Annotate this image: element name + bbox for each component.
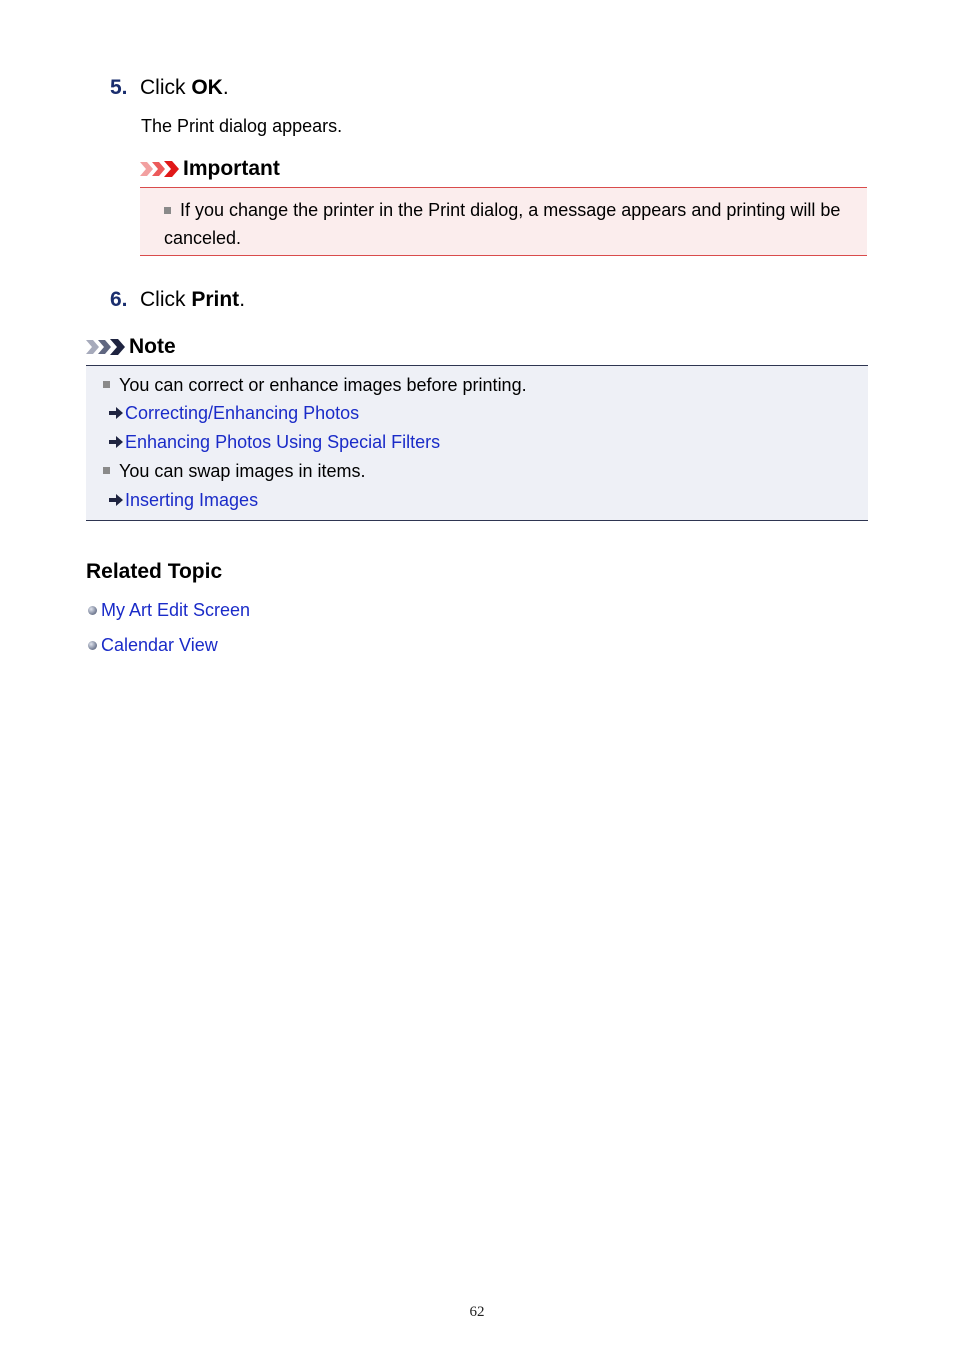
- calendar-view-link[interactable]: Calendar View: [101, 635, 218, 655]
- important-box: [140, 187, 867, 256]
- important-item-text: If you change the printer in the Print dialog, a message appears and printing will be canceled.: [164, 200, 841, 248]
- related-item[interactable]: [88, 633, 218, 657]
- correcting-enhancing-photos-link[interactable]: Correcting/Enhancing Photos: [125, 403, 360, 423]
- step-text-suffix: .: [239, 288, 246, 311]
- bullet-square-icon: [103, 467, 110, 474]
- inserting-images-link[interactable]: Inserting Images: [125, 490, 259, 510]
- note-header: [86, 334, 176, 360]
- ok-label: OK: [191, 76, 223, 99]
- bullet-dot-icon: [88, 641, 97, 650]
- step-number: 6.: [110, 288, 128, 311]
- step-6: [110, 287, 245, 313]
- note-link-special-filters[interactable]: [109, 430, 440, 454]
- bullet-square-icon: [164, 207, 171, 214]
- related-item[interactable]: [88, 598, 250, 622]
- arrow-right-icon: [109, 407, 123, 419]
- my-art-edit-screen-link[interactable]: My Art Edit Screen: [101, 600, 251, 620]
- step-number: 5.: [110, 76, 128, 99]
- important-item: [164, 196, 864, 252]
- arrow-right-icon: [109, 494, 123, 506]
- note-link-correcting[interactable]: [109, 401, 359, 425]
- bullet-dot-icon: [88, 606, 97, 615]
- step-text-prefix: Click: [140, 288, 192, 311]
- note-item: [103, 459, 365, 483]
- step-5-result: The Print dialog appears.: [141, 116, 343, 136]
- special-filters-link[interactable]: Enhancing Photos Using Special Filters: [125, 432, 441, 452]
- note-icon: [86, 338, 125, 356]
- print-label: Print: [191, 288, 240, 311]
- important-title: Important: [183, 157, 280, 180]
- note-item-text: You can swap images in items.: [119, 461, 366, 481]
- step-text-prefix: Click: [140, 76, 192, 99]
- note-link-inserting[interactable]: [109, 488, 258, 512]
- note-item-text: You can correct or enhance images before printing.: [119, 375, 527, 395]
- note-item: [103, 373, 527, 397]
- note-box: [86, 365, 868, 521]
- note-title: Note: [129, 335, 176, 358]
- bullet-square-icon: [103, 381, 110, 388]
- arrow-right-icon: [109, 436, 123, 448]
- page-number: 62: [469, 1304, 485, 1320]
- important-icon: [140, 160, 179, 178]
- related-topic-heading: Related Topic: [86, 560, 223, 583]
- step-5: [110, 75, 229, 101]
- step-text-suffix: .: [222, 76, 229, 99]
- important-header: [140, 156, 280, 182]
